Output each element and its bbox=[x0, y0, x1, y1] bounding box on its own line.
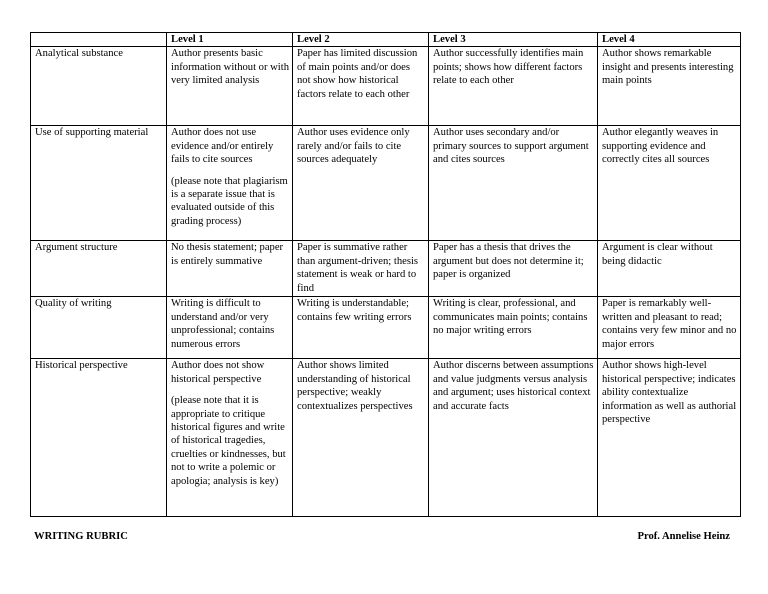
rubric-table bbox=[30, 32, 741, 517]
cell-note: (please note that plagiarism is a separate issue that is evaluated outside of this grading process) bbox=[171, 175, 288, 227]
criterion-label: Quality of writing bbox=[31, 297, 167, 359]
rubric-cell-level-1 bbox=[167, 241, 293, 297]
cell-description: Paper has limited discussion of main points and/or does not show how historical factors relate to each other bbox=[297, 48, 418, 100]
rubric-row-quality-of-writing bbox=[31, 297, 741, 359]
cell-description: Author shows remarkable insight and presents interesting main points bbox=[602, 48, 734, 87]
cell-description: Author discerns between assumptions and value judgments versus analysis and argument; uses historical context and accurate facts bbox=[433, 360, 594, 412]
cell-description: Author successfully identifies main points; shows how different factors relate to each other bbox=[433, 48, 584, 87]
cell-note: (please note that it is appropriate to critique historical figures and write of historical tragedies, cruelties or kindnesses, but not to write a polemic or apologia; analysis is key) bbox=[171, 395, 286, 487]
rubric-cell-level-1 bbox=[167, 297, 293, 359]
criterion-label: Argument structure bbox=[31, 241, 167, 297]
rubric-cell-level-3 bbox=[429, 126, 598, 241]
cell-description: Paper is remarkably well-written and pleasant to read; contains very few minor and no major errors bbox=[602, 298, 737, 350]
cell-description: Author presents basic information without or with very limited analysis bbox=[171, 48, 289, 87]
rubric-cell-level-2 bbox=[293, 47, 429, 126]
author-name: Prof. Annelise Heinz bbox=[637, 531, 730, 542]
cell-description: Author does not show historical perspective bbox=[171, 360, 265, 385]
header-level-2: Level 2 bbox=[293, 33, 429, 47]
header-blank bbox=[31, 33, 167, 47]
cell-description: No thesis statement; paper is entirely summative bbox=[171, 242, 284, 267]
cell-description: Writing is clear, professional, and communicates main points; contains no major writing errors bbox=[433, 298, 588, 337]
cell-description: Argument is clear without being didactic bbox=[602, 242, 713, 267]
rubric-cell-level-3 bbox=[429, 359, 598, 517]
header-level-4: Level 4 bbox=[598, 33, 741, 47]
rubric-row-argument-structure bbox=[31, 241, 741, 297]
rubric-cell-level-2 bbox=[293, 126, 429, 241]
cell-description: Writing is understandable; contains few writing errors bbox=[297, 298, 412, 323]
criterion-label: Historical perspective bbox=[31, 359, 167, 517]
rubric-cell-level-4 bbox=[598, 126, 741, 241]
cell-description: Author uses evidence only rarely and/or fails to cite sources adequately bbox=[297, 127, 410, 166]
header-level-1: Level 1 bbox=[167, 33, 293, 47]
criterion-label: Use of supporting material bbox=[31, 126, 167, 241]
criterion-label: Analytical substance bbox=[31, 47, 167, 126]
rubric-cell-level-4 bbox=[598, 359, 741, 517]
rubric-cell-level-4 bbox=[598, 297, 741, 359]
rubric-row-analytical-substance bbox=[31, 47, 741, 126]
header-level-3: Level 3 bbox=[429, 33, 598, 47]
rubric-cell-level-2 bbox=[293, 359, 429, 517]
header-row bbox=[31, 33, 741, 47]
cell-description: Writing is difficult to understand and/or very unprofessional; contains numerous errors bbox=[171, 298, 275, 350]
rubric-title: WRITING RUBRIC bbox=[34, 531, 128, 542]
cell-description: Author shows high-level historical perspective; indicates ability contextualize information as well as authorial perspective bbox=[602, 360, 737, 426]
cell-description: Author elegantly weaves in supporting evidence and correctly cites all sources bbox=[602, 127, 719, 166]
rubric-cell-level-4 bbox=[598, 241, 741, 297]
rubric-cell-level-1 bbox=[167, 47, 293, 126]
rubric-cell-level-1 bbox=[167, 359, 293, 517]
rubric-cell-level-3 bbox=[429, 47, 598, 126]
rubric-cell-level-4 bbox=[598, 47, 741, 126]
rubric-cell-level-2 bbox=[293, 297, 429, 359]
cell-description: Author does not use evidence and/or entirely fails to cite sources bbox=[171, 127, 274, 166]
rubric-cell-level-2 bbox=[293, 241, 429, 297]
rubric-row-historical-perspective bbox=[31, 359, 741, 517]
rubric-cell-level-3 bbox=[429, 297, 598, 359]
rubric-cell-level-1 bbox=[167, 126, 293, 241]
cell-description: Paper has a thesis that drives the argument but does not determine it; paper is organized bbox=[433, 242, 584, 281]
rubric-row-supporting-material bbox=[31, 126, 741, 241]
rubric-cell-level-3 bbox=[429, 241, 598, 297]
cell-description: Paper is summative rather than argument-driven; thesis statement is weak or hard to find bbox=[297, 242, 419, 294]
cell-description: Author uses secondary and/or primary sources to support argument and cites sources bbox=[433, 127, 589, 166]
cell-description: Author shows limited understanding of historical perspective; weakly contextualizes perspectives bbox=[297, 360, 413, 412]
